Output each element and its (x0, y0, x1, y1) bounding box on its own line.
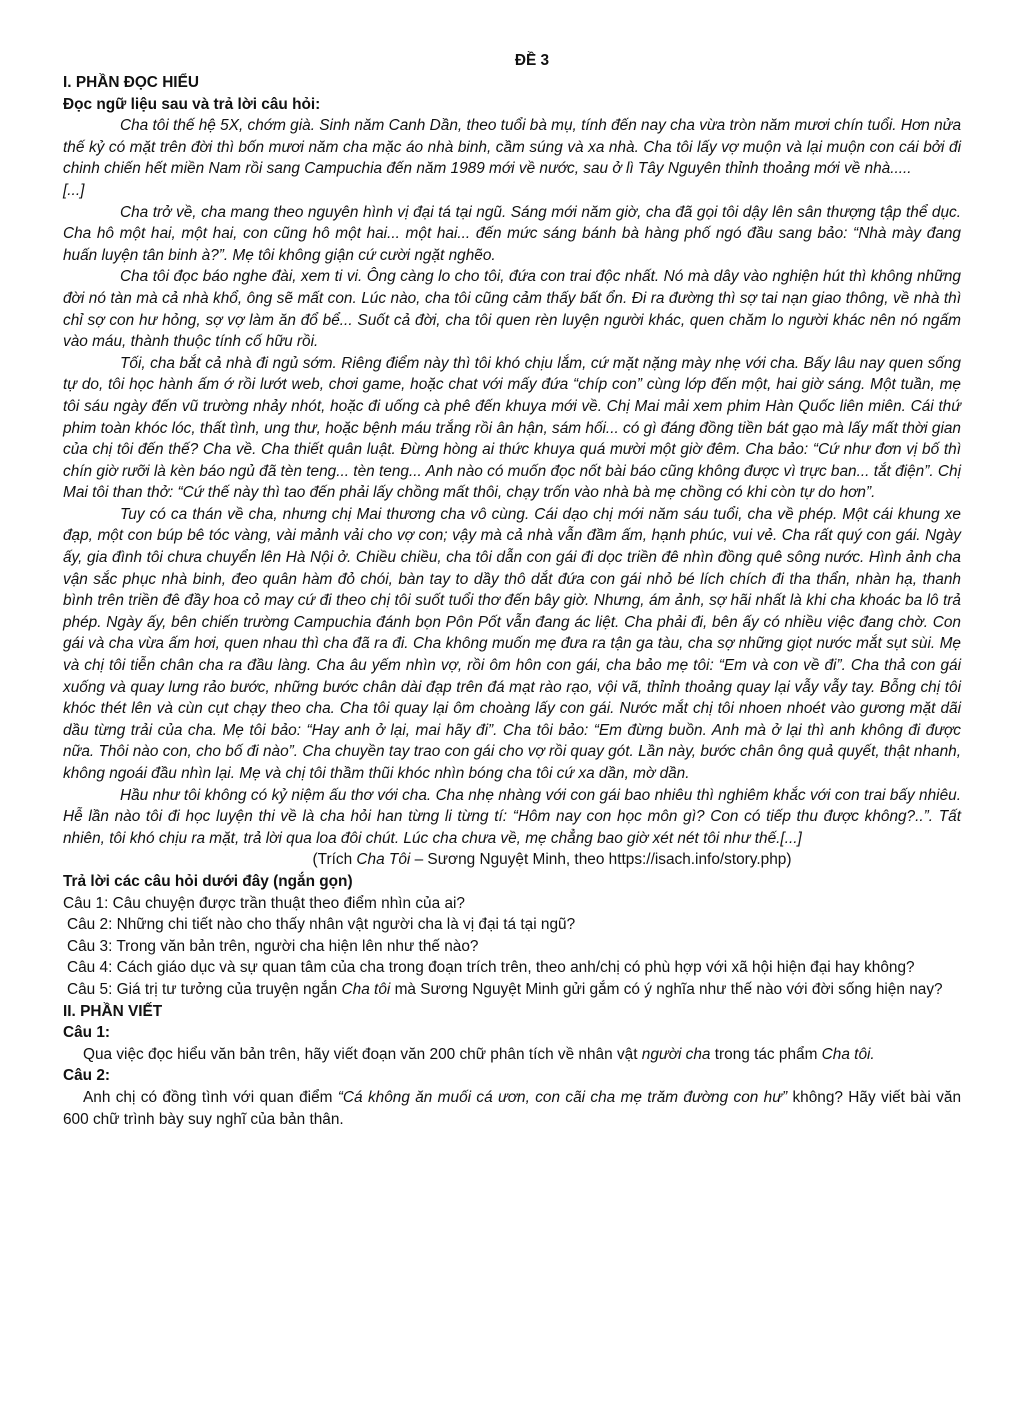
passage-paragraph-6: Hầu như tôi không có kỷ niệm ấu thơ với cha. Cha nhẹ nhàng với con gái bao nhiêu thì nghiêm khắc với con trai bấy nhiêu. Hễ lần nào tôi đi học luyện thi về là cha hỏi han từng li từng tí: “Hôm nay con học môn gì? Con có tiếp thu được không?..”. Tất nhiên, tôi khó chịu ra mặt, trả lời qua loa đôi chút. Lúc cha chưa về, mẹ chẳng bao giờ xét nét tôi như thế.[...] (63, 786, 961, 847)
source-title: Cha Tôi (356, 851, 411, 869)
question-2: Câu 2: Những chi tiết nào cho thấy nhân vật người cha là vị đại tá tại ngũ? (67, 916, 576, 934)
writing-q1-character: người cha (641, 1045, 711, 1063)
writing-q2-prefix: Anh chị có đồng tình với quan điểm (83, 1088, 338, 1106)
question-5-suffix: mà Sương Nguyệt Minh gửi gắm có ý nghĩa như thế nào với đời sống hiện nay? (390, 980, 943, 998)
reading-instruction: Đọc ngữ liệu sau và trả lời câu hỏi: (63, 95, 321, 113)
passage-source (63, 849, 961, 871)
writing-question-1 (63, 1044, 961, 1066)
question-3: Câu 3: Trong văn bản trên, người cha hiện lên như thế nào? (67, 937, 479, 955)
source-suffix: – Sương Nguyệt Minh, theo https://isach.info/story.php) (410, 851, 792, 869)
passage-paragraph-1: Cha tôi thế hệ 5X, chớm già. Sinh năm Canh Dần, theo tuổi bà mụ, tính đến nay cha vừa tròn năm mươi chín tuổi. Hơn nửa thế kỷ có mặt trên đời thì bốn mươi năm cha mặc áo nhà binh, cầm súng và xa nhà. Cha tôi lấy vợ muộn và lại muộn con cái bởi đi chinh chiến hết miền Nam rồi sang Campuchia đến năm 1989 mới về nước, sau ở lì Tây Nguyên thỉnh thoảng mới về nhà..... (63, 117, 961, 178)
writing-question-2-label: Câu 2: (63, 1067, 111, 1085)
question-5 (63, 979, 961, 1001)
writing-q2-proverb: “Cá không ăn muối cá ươn, con cãi cha mẹ trăm đường con hư” (337, 1088, 788, 1106)
questions-heading: Trả lời các câu hỏi dưới đây (ngắn gọn) (63, 872, 353, 890)
exam-title: ĐỀ 3 (514, 52, 550, 69)
passage-paragraph-5: Tuy có ca thán về cha, nhưng chị Mai thương cha vô cùng. Cái dạo chị mới năm sáu tuổi, cha về phép. Một cái khung xe đạp, một con búp bê tóc vàng, vài mảnh vải cho vợ con; vậy mà cả nhà vẫn đầm ấm, hạnh phúc, vui vẻ. Cha rất quý con gái. Ngày ấy, gia đình tôi chưa chuyển lên Hà Nội ở. Chiều chiều, cha tôi dẫn con gái đi dọc triền đê nhìn đồng quê sông nước. Hình ảnh cha vận sắc phục nhà binh, đeo quân hàm đỏ chói, bàn tay to dầy thô dắt đứa con gái nhỏ bé lích chích đi tha thẩn, nhàn hạ, thanh bình trên triền đê đầy hoa cỏ may cứ đi theo chị tôi suốt tuổi thơ đến bây giờ. Nhưng, ám ảnh, sợ hãi nhất là khi cha khoác ba lô trả phép. Ngày ấy, bên chiến trường Campuchia đánh bọn Pôn Pốt vẫn đang ác liệt. Cha phải đi, bên ấy có nhiều việc đang chờ. Con gái và cha vừa ấm hơi, quen nhau thì cha đã ra đi. Cha không muốn mẹ đưa ra tận ga tàu, cha sợ những giọt nước mắt sụt sùi. Mẹ và chị tôi tiễn chân cha ra đầu làng. Cha âu yếm nhìn vợ, rồi ôm hôn con gái, cha bảo mẹ tôi: “Em và con về đi”. Cha thả con gái xuống và quay lưng rảo bước, những bước chân dài đạp trên đá mạt rào rạo, vội vã, thỉnh thoảng quay lại vẫy vẫy tay. Bỗng chị tôi khóc thét lên và cùn cụt chạy theo cha. Cha tôi quay lại ôm choàng lấy con gái. Nước mắt chị tôi nhoen nhoét vào gương mặt dãi dầu từng trải của cha. Mẹ tôi bảo: “Hay anh ở lại, mai hãy đi”. Cha tôi bảo: “Em đừng buồn. Anh mà ở lại thì anh không đi được nữa. Thôi nào con, cho bố đi nào”. Cha chuyền tay trao con gái cho vợ rồi quay gót. Lần này, bước chân ông quả quyết, thật nhanh, không ngoái đầu nhìn lại. Mẹ và chị tôi thầm thũi khóc nhìn bóng cha tôi cứ xa dần, mờ dần. (63, 505, 961, 782)
passage-paragraph-4: Tối, cha bắt cả nhà đi ngủ sớm. Riêng điểm này thì tôi khó chịu lắm, cứ mặt nặng mày nhẹ với cha. Bấy lâu nay quen sống tự do, tôi học hành ấm ớ rồi lướt web, chơi game, hoặc chat với mấy đứa “chíp con” cùng lớp đến một, hai giờ sáng. Một tuần, mẹ tôi sáu ngày đến vũ trường nhảy nhót, hoặc đi uống cà phê đến khuya mới về. Chị Mai mải xem phim Hàn Quốc liên miên. Cái thứ phim toàn khóc lóc, thất tình, ung thư, hoặc bệnh máu trắng rồi ân hận, sám hối... có gì đáng đồng tiền bát gạo mà lấy mất thời gian của chị tôi đến thế? Cha về. Cha thiết quân luật. Đừng hòng ai thức khuya quá mười một giờ đêm. Cha bảo: “Cứ như đơn vị bố thì chín giờ rưỡi là kèn báo ngủ đã tèn teng... tèn teng... Anh nào có muốn đọc nốt bài báo cũng không được vì trực ban... tắt điện”. Chị Mai tôi than thở: “Cứ thế này thì tao đến phải lấy chồng mất thôi, chạy trốn vào nhà bà mẹ chồng có khi còn tự do hơn”. (63, 354, 961, 502)
section-writing-heading: II. PHẦN VIẾT (63, 1002, 163, 1020)
question-4: Câu 4: Cách giáo dục và sự quan tâm của cha trong đoạn trích trên, theo anh/chị có phù hợp với xã hội hiện đại hay không? (67, 959, 915, 977)
passage-paragraph-2: Cha trở về, cha mang theo nguyên hình vị đại tá tại ngũ. Sáng mới năm giờ, cha đã gọi tôi dậy lên sân thượng tập thể dục. Cha hô một hai, một hai, con cũng hô một hai... một hai... đến mức sáng bánh bà hàng phố ngó đầu sang bảo: “Nhà mày đang huấn luyện tân binh à?”. Mẹ tôi không giận cứ cười ngặt nghẽo. (63, 203, 961, 264)
passage-ellipsis: [...] (63, 181, 85, 199)
passage-paragraph-3: Cha tôi đọc báo nghe đài, xem ti vi. Ông càng lo cho tôi, đứa con trai độc nhất. Nó mà dây vào nghiện hút thì không những đời nó tàn mà cả nhà khổ, ông sẽ mất con. Lúc nào, cha tôi cũng cảm thấy bất ổn. Đi ra đường thì sợ tai nạn giao thông, về nhà thì chỉ sợ con hư hỏng, sợ vợ làm ăn đổ bể... Suốt cả đời, cha tôi quen rèn luyện người khác, quen chăm lo người khác nên nó ngấm vào máu, thành thuộc tính cố hữu rồi. (63, 268, 961, 351)
exam-content (63, 50, 961, 1130)
question-5-work-title: Cha tôi (341, 980, 391, 998)
section-reading-heading: I. PHẦN ĐỌC HIỂU (63, 74, 199, 91)
writing-q2-suffix: không? Hãy viết bài văn 600 chữ trình bày suy nghĩ của bản thân. (63, 1088, 962, 1128)
question-1: Câu 1: Câu chuyện được trần thuật theo điểm nhìn của ai? (63, 894, 465, 912)
writing-question-2 (63, 1087, 961, 1130)
writing-q1-prefix: Qua việc đọc hiểu văn bản trên, hãy viết đoạn văn 200 chữ phân tích về nhân vật (83, 1045, 642, 1063)
source-prefix: (Trích (312, 851, 357, 869)
writing-q1-middle: trong tác phẩm (710, 1045, 822, 1063)
writing-q1-work-title: Cha tôi. (821, 1045, 875, 1063)
question-5-prefix: Câu 5: Giá trị tư tưởng của truyện ngắn (67, 980, 342, 998)
writing-question-1-label: Câu 1: (63, 1024, 111, 1042)
